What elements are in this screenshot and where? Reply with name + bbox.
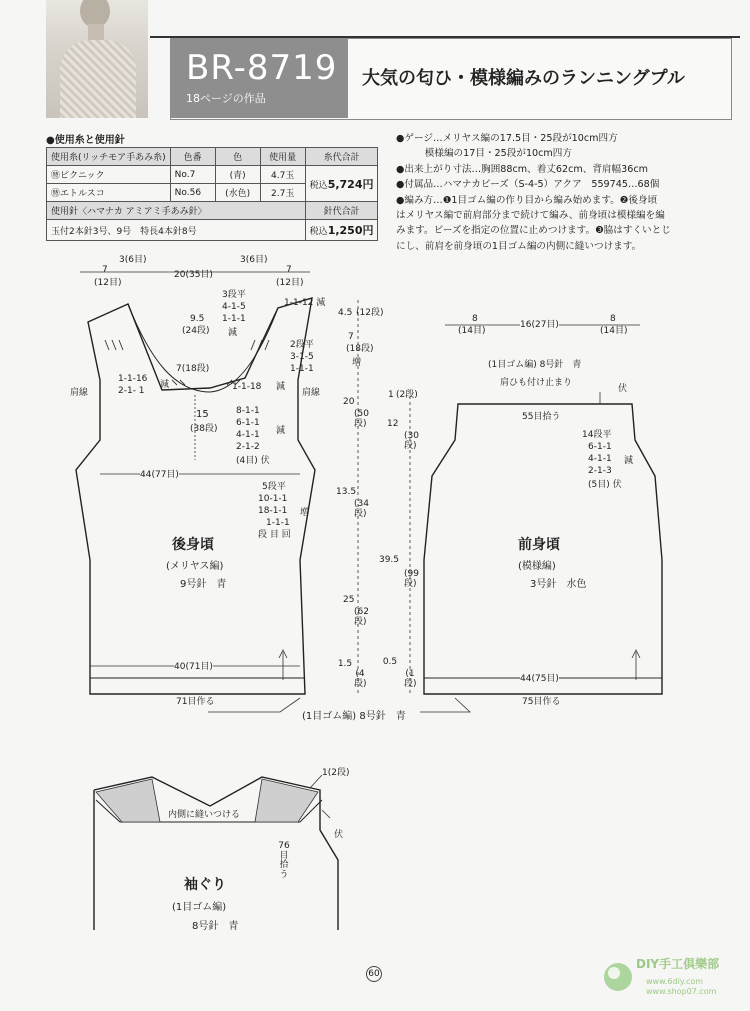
back-center-dec-label: 減	[276, 426, 286, 436]
front-cord-stop: 肩ひも付け止まり	[500, 378, 573, 388]
back-dec-label: 減	[160, 380, 170, 390]
front-pickup: 55目拾う	[522, 412, 561, 422]
front-cast-on: 75目作る	[522, 697, 561, 707]
front-arm-dec: 14段平	[582, 430, 612, 440]
watermark-logo	[600, 955, 740, 1001]
yarn-color: (水色)	[215, 184, 260, 202]
height-inc: 増	[352, 358, 362, 368]
yarn-name: ㊕ピクニック	[47, 166, 171, 184]
needle-list: 玉付2本針3号、9号 特長4本針8号	[47, 220, 306, 241]
watermark-site: www.6diy.com	[646, 977, 704, 986]
back-top-dec: 減	[228, 328, 238, 338]
height-g: (2段)	[396, 390, 418, 400]
height-d: 13.5	[336, 487, 357, 497]
height-a: 4.5	[338, 308, 353, 318]
front-arm-dec: 2-1-3	[588, 466, 612, 476]
note-line: ●編み方…❶1目ゴム編の作り目から編み始めます。❷後身頃	[396, 194, 658, 206]
front-stitch: (模様編)	[518, 561, 556, 572]
pattern-title: 大気の匂ひ・模様編みのランニングプル	[362, 68, 685, 89]
front-arm-dec: (5目) 伏	[588, 480, 622, 490]
needle-label: 使用針〈ハマナカ アミアミ手あみ針〉	[47, 202, 306, 220]
height-e: 25	[343, 595, 355, 605]
back-dim: 3(6目)	[119, 255, 147, 265]
col-total: 糸代合計	[305, 148, 378, 166]
height-d: (34段)	[354, 499, 369, 519]
back-neck-dim: (24段)	[182, 326, 210, 336]
back-top-dec: 4-1-5	[222, 302, 246, 312]
note-line: みます。ビーズを指定の位置に止めつけます。❸脇はすくいとじ	[396, 225, 671, 237]
back-side-dec: 1-1-1	[290, 364, 314, 374]
back-inc-label: 増	[300, 508, 310, 518]
front-arm-dec: 6-1-1	[588, 442, 612, 452]
needle-total-head: 針代合計	[305, 202, 378, 220]
back-name: 後身頃	[172, 537, 214, 553]
note-line: ●ゲージ…メリヤス編の17.5目・25段が10cm四方	[396, 133, 618, 144]
back-dim: (12目)	[276, 278, 304, 288]
height-c: (50段)	[354, 409, 369, 429]
yarn-qty: 2.7玉	[260, 184, 305, 202]
armhole-pickup: 76 目 拾 う	[278, 841, 290, 880]
back-side-inc: 段 目 回	[258, 530, 291, 540]
armhole-strap-right	[255, 779, 318, 822]
height-j: (1段)	[404, 669, 417, 689]
yarn-total: 税込5,724円	[305, 166, 378, 202]
armhole-strap-left	[96, 779, 160, 822]
note-line: ●出来上がり寸法…胸囲88cm、着丈62cm、背肩幅36cm	[396, 163, 648, 175]
note-line: はメリヤス編で前肩部分まで続けて編み、前身頃は模様編を編	[396, 210, 665, 222]
note-line: ●付属品…ハマナカビーズ（S-4-5）アクア 559745…68個	[396, 179, 660, 191]
back-side-dec: 3-1-5	[290, 352, 314, 362]
back-center-h: 15	[196, 409, 209, 420]
armhole-sew-inside: 内側に縫いつける	[168, 810, 241, 820]
front-dim: 8	[472, 314, 478, 324]
armhole-needle: 8号針 青	[192, 921, 239, 932]
back-side-inc: 10-1-1	[258, 494, 288, 504]
height-f: 1.5	[337, 659, 353, 669]
col-number: 色番	[170, 148, 215, 166]
height-i: (99段)	[404, 569, 419, 589]
height-i: 39.5	[378, 555, 400, 565]
materials-heading: ●使用糸と使用針	[46, 135, 125, 146]
back-dim: 20(35目)	[174, 270, 213, 280]
front-dim: 8	[610, 314, 616, 324]
yarn-number: No.56	[170, 184, 215, 202]
yarn-name: ㊕エトルスコ	[47, 184, 171, 202]
front-name: 前身頃	[518, 537, 560, 553]
front-bind: 伏	[618, 384, 628, 394]
back-side-dec: 2段平	[290, 340, 314, 350]
pattern-page-ref: 18ページの作品	[186, 92, 266, 105]
needle-total: 税込1,250円	[305, 220, 378, 241]
front-hem: 44(75目)	[520, 674, 559, 684]
armhole-name: 袖ぐり	[184, 877, 226, 893]
front-rib: (1目ゴム編) 8号針 青	[488, 360, 582, 370]
back-dec: 1-1-16	[118, 374, 148, 384]
back-dim: 7	[102, 265, 108, 275]
back-dim: (12目)	[94, 278, 122, 288]
front-dim: 16(27目)	[520, 320, 559, 330]
back-center-h: (38段)	[190, 424, 218, 434]
height-e: (62段)	[354, 607, 369, 627]
col-yarn: 使用糸(リッチモア手あみ糸)	[47, 148, 171, 166]
col-color: 色	[215, 148, 260, 166]
yarn-number: No.7	[170, 166, 215, 184]
back-top-dec: 1-1-1	[222, 314, 246, 324]
col-qty: 使用量	[260, 148, 305, 166]
back-dec: 減	[276, 382, 286, 392]
back-center-dec: 4-1-1	[236, 430, 260, 440]
note-line: にし、前肩を前身頃の1目ゴム編の内側に縫いつけます。	[396, 240, 642, 252]
back-dim: 7	[286, 265, 292, 275]
back-dec: 2-1- 1	[118, 386, 145, 396]
height-b: (18段)	[346, 344, 374, 354]
back-top-dec: 1-1-12 減	[284, 298, 326, 308]
back-width: 44(77目)	[140, 470, 179, 480]
page-number: 60	[366, 966, 382, 982]
front-arm-dec-label: 減	[624, 456, 634, 466]
armhole-bind: 伏	[334, 830, 344, 840]
rib-note: (1目ゴム編) 8号針 青	[302, 711, 406, 722]
height-j: 0.5	[382, 657, 398, 667]
front-dim: (14目)	[458, 326, 486, 336]
pattern-code: BR-8719	[186, 48, 338, 88]
height-c: 20	[343, 397, 355, 407]
back-stitch: (メリヤス編)	[166, 561, 224, 572]
back-side-inc: 18-1-1	[258, 506, 288, 516]
back-center-dec: 6-1-1	[236, 418, 260, 428]
watermark-site: www.shop07.com	[646, 987, 717, 996]
height-a: (12段)	[356, 308, 384, 318]
back-center-dec: 8-1-1	[236, 406, 260, 416]
shoulder-line-label: 肩線	[70, 388, 89, 398]
height-h: 12	[387, 419, 399, 429]
back-dim: 3(6目)	[240, 255, 268, 265]
back-neck-dim: 9.5	[190, 314, 205, 324]
front-dim: (14目)	[600, 326, 628, 336]
yarn-qty: 4.7玉	[260, 166, 305, 184]
height-h: (30段)	[404, 431, 419, 451]
front-arm-dec: 4-1-1	[588, 454, 612, 464]
back-needle: 9号針 青	[180, 579, 227, 590]
back-cast-on: 71目作る	[176, 697, 215, 707]
back-hem: 40(71目)	[174, 662, 213, 672]
armhole-stitch: (1目ゴム編)	[172, 902, 227, 913]
back-side-inc: 1-1-1	[266, 518, 290, 528]
back-top-dec: 3段平	[222, 290, 246, 300]
shoulder-line-label: 肩線	[302, 388, 321, 398]
back-dec: 1-1-18	[232, 382, 262, 392]
yarn-color: (青)	[215, 166, 260, 184]
front-needle: 3号針 水色	[530, 579, 587, 590]
height-g: 1	[388, 390, 394, 400]
note-line: 模様編の17目・25段が10cm四方	[396, 148, 572, 160]
armhole-height: 1(2段)	[322, 768, 350, 778]
height-b: 7	[348, 332, 354, 342]
back-center-dec: (4目) 伏	[236, 456, 270, 466]
watermark-brand: DIY手工俱樂部	[636, 957, 720, 971]
back-side-inc: 5段平	[262, 482, 286, 492]
height-f: (4段)	[354, 669, 367, 689]
back-neck-dim: 7(18段)	[176, 364, 210, 374]
back-center-dec: 2-1-2	[236, 442, 260, 452]
